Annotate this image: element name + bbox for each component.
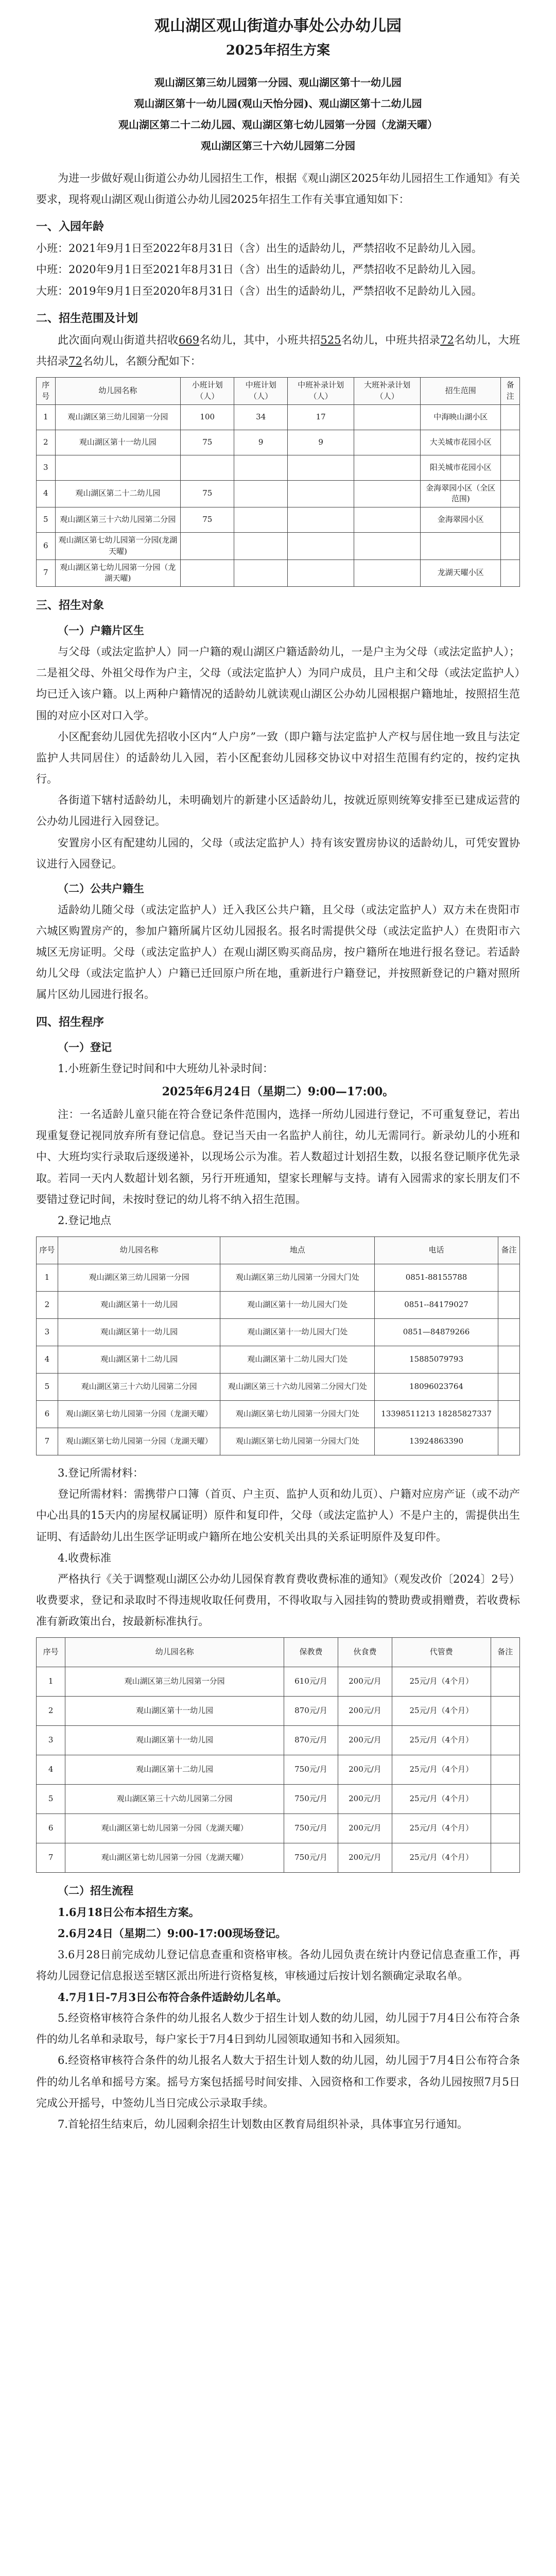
fee-table-row — [37, 1667, 520, 1697]
quota-table-cell — [234, 455, 288, 480]
fee-table-cell: 200元/月 — [338, 1843, 392, 1873]
quota-table-row — [37, 533, 520, 560]
quota-table-cell — [501, 560, 520, 587]
schools-intro-line: 观山湖区第十一幼儿园(观山天怡分园)、观山湖区第十二幼儿园 — [134, 97, 422, 110]
quota-table-cell — [288, 455, 354, 480]
quota-table-cell — [234, 560, 288, 587]
fee-table-row — [37, 1785, 520, 1814]
quota-table-cell — [354, 430, 421, 455]
quota-table-cell: 7 — [37, 560, 56, 587]
flow-step-3: 3.6月28日前完成幼儿登记信息查重和资格审核。各幼儿园负责在统计内登记信息查重工作，再将幼儿园登记信息报送至辖区派出所进行资格复核，审核通过后按计划名额确定录取名单。 — [36, 1948, 520, 1982]
fee-table-cell: 870元/月 — [284, 1697, 338, 1726]
location-table-cell: 0851--84179027 — [374, 1292, 498, 1319]
fee-table-cell: 610元/月 — [284, 1667, 338, 1697]
fee-table-cell — [491, 1667, 519, 1697]
public-paragraph: 适龄幼儿随父母（或法定监护人）迁入我区公共户籍，且父母（或法定监护人）双方未在贵阳市六城区购置房产的，参加户籍所属片区幼儿园报名。报名时需提供父母（或法定监护人）在贵阳市六城区无房证明。父母（或法定监护人）在观山湖区购买商品房，按户籍所在地进行报名登记。若适龄幼儿父母（或法定监护人）户籍已迁回原户所在地，重新进行户籍登记，并按照新登记的户籍对照所属片区幼儿园进行报名。 — [36, 903, 520, 1001]
fee-table-cell: 4 — [37, 1755, 65, 1785]
quota-table-cell: 阳关城市花园小区 — [421, 455, 501, 480]
plan-text: 名幼儿，大班共招录 — [36, 333, 520, 367]
quota-table-header-cell: 幼儿园名称 — [55, 378, 181, 405]
quota-table-cell: 4 — [37, 480, 56, 507]
local-paragraph-1: 与父母（或法定监护人）同一户籍的观山湖区户籍适龄幼儿，一是户主为父母（或法定监护人）；二是祖父母、外祖父母作为户主，父母（或法定监护人）为同户成员，且户主和父母（或法定监护人）均已迁入该户籍。以上两种户籍情况的适龄幼儿就读观山湖区公办幼儿园根据户籍地址，按照招生范围的对应小区对口入学。 — [36, 646, 520, 722]
quota-table-cell — [288, 507, 354, 533]
quota-table-cell — [181, 455, 234, 480]
fee-table-cell: 750元/月 — [284, 1814, 338, 1843]
location-table-cell — [498, 1401, 520, 1428]
fee-table-header-cell: 保教费 — [284, 1638, 338, 1667]
quota-table-cell — [354, 480, 421, 507]
fee-table-cell: 25元/月（4个月） — [392, 1843, 491, 1873]
location-table — [36, 1236, 520, 1455]
age-small: 小班：2021年9月1日至2022年8月31日（含）出生的适龄幼儿，严禁招收不足龄幼儿入园。 — [36, 242, 482, 255]
location-table-cell: 3 — [37, 1319, 58, 1346]
fee-paragraph: 严格执行《关于调整观山湖区公办幼儿园保育教育费收费标准的通知》（观发改价〔2024〕2号）收费要求，登记和录取时不得违规收取任何费用，不得收取与入园挂钩的赞助费或捐赠费，若收费标准有新政策出台，按最新标准执行。 — [36, 1572, 520, 1628]
location-table-cell: 观山湖区第十一幼儿园大门处 — [220, 1292, 374, 1319]
location-table-cell: 观山湖区第七幼儿园第一分园（龙湖天曜） — [58, 1428, 220, 1455]
fee-table — [36, 1637, 520, 1873]
quota-table-cell: 17 — [288, 404, 354, 430]
location-table-cell: 观山湖区第三十六幼儿园第二分园大门处 — [220, 1374, 374, 1401]
location-table-cell: 观山湖区第三幼儿园第一分园 — [58, 1264, 220, 1292]
quota-table-cell — [55, 455, 181, 480]
quota-table-cell — [354, 560, 421, 587]
local-paragraph-4: 安置房小区有配建幼儿园的，父母（或法定监护人）持有该安置房协议的适龄幼儿，可凭安置协议进行入园登记。 — [36, 836, 520, 870]
subsection-local-heading: （一）户籍片区生 — [58, 624, 144, 637]
location-table-cell: 观山湖区第七幼儿园第一分园大门处 — [220, 1428, 374, 1455]
plan-small-number: 525 — [320, 333, 341, 346]
fee-table-cell — [491, 1814, 519, 1843]
fee-table-row — [37, 1814, 520, 1843]
location-table-cell: 15885079793 — [374, 1346, 498, 1374]
register-step-3: 3.登记所需材料： — [58, 1467, 144, 1480]
subsection-register-heading: （一）登记 — [58, 1040, 112, 1054]
quota-table-cell: 9 — [234, 430, 288, 455]
location-table-cell — [498, 1374, 520, 1401]
location-table-row — [37, 1319, 520, 1346]
fee-table-cell: 观山湖区第十二幼儿园 — [65, 1755, 284, 1785]
fee-table-cell: 200元/月 — [338, 1785, 392, 1814]
section-plan-heading: 二、招生范围及计划 — [36, 311, 138, 325]
quota-table-header-cell: 中班计划（人） — [234, 378, 288, 405]
fee-table-cell: 750元/月 — [284, 1785, 338, 1814]
location-table-cell: 观山湖区第十二幼儿园 — [58, 1346, 220, 1374]
quota-table-cell: 2 — [37, 430, 56, 455]
fee-table-cell: 观山湖区第十一幼儿园 — [65, 1726, 284, 1755]
quota-table-cell — [354, 455, 421, 480]
plan-big-number: 72 — [68, 354, 82, 367]
fee-table-row — [37, 1726, 520, 1755]
location-table-cell: 7 — [37, 1428, 58, 1455]
fee-table-row — [37, 1697, 520, 1726]
quota-table-header-cell: 备注 — [501, 378, 520, 405]
flow-step-2: 2.6月24日（星期二）9:00-17:00现场登记。 — [58, 1927, 287, 1940]
quota-table-cell — [288, 533, 354, 560]
fee-table-cell: 观山湖区第三幼儿园第一分园 — [65, 1667, 284, 1697]
location-table-cell: 观山湖区第七幼儿园第一分园大门处 — [220, 1401, 374, 1428]
quota-table-cell — [501, 404, 520, 430]
location-table-header-cell: 电话 — [374, 1237, 498, 1264]
register-date: 2025年6月24日（星期二）9:00—17:00。 — [162, 1084, 394, 1098]
quota-table-cell: 75 — [181, 507, 234, 533]
quota-table-cell — [501, 455, 520, 480]
fee-table-cell: 750元/月 — [284, 1755, 338, 1785]
fee-table-cell: 6 — [37, 1814, 65, 1843]
fee-table-cell: 25元/月（4个月） — [392, 1667, 491, 1697]
fee-table-cell: 1 — [37, 1667, 65, 1697]
location-table-header-cell: 地点 — [220, 1237, 374, 1264]
fee-table-cell: 25元/月（4个月） — [392, 1785, 491, 1814]
location-table-cell — [498, 1264, 520, 1292]
location-table-cell: 观山湖区第三十六幼儿园第二分园 — [58, 1374, 220, 1401]
location-table-cell: 观山湖区第十一幼儿园 — [58, 1319, 220, 1346]
quota-table-cell: 9 — [288, 430, 354, 455]
subsection-flow-heading: （二）招生流程 — [58, 1884, 133, 1897]
location-table-header-cell: 幼儿园名称 — [58, 1237, 220, 1264]
location-table-cell: 5 — [37, 1374, 58, 1401]
fee-table-head — [37, 1638, 520, 1667]
quota-table-cell — [501, 430, 520, 455]
location-table-row — [37, 1292, 520, 1319]
quota-table-cell — [234, 480, 288, 507]
quota-table-cell: 金海翠园小区（全区范围) — [421, 480, 501, 507]
quota-table-cell: 75 — [181, 480, 234, 507]
quota-table-cell — [501, 533, 520, 560]
location-table-cell: 13398511213 18285827337 — [374, 1401, 498, 1428]
quota-table-cell: 100 — [181, 404, 234, 430]
fee-table-cell: 200元/月 — [338, 1667, 392, 1697]
fee-table-cell: 2 — [37, 1697, 65, 1726]
location-table-cell: 0851—84879266 — [374, 1319, 498, 1346]
location-table-header-cell: 序号 — [37, 1237, 58, 1264]
quota-table-cell: 金海翠园小区 — [421, 507, 501, 533]
plan-text: 此次面向观山街道共招收 — [58, 333, 179, 346]
quota-table-cell — [354, 533, 421, 560]
fee-table-cell: 25元/月（4个月） — [392, 1697, 491, 1726]
quota-table-row — [37, 507, 520, 533]
plan-text: 名幼儿，名额分配如下： — [82, 354, 201, 367]
local-paragraph-3: 各街道下辖村适龄幼儿，未明确划片的新建小区适龄幼儿，按就近原则统筹安排至已建成运营的公办幼儿园进行入园登记。 — [36, 794, 520, 828]
fee-table-cell: 观山湖区第七幼儿园第一分园（龙湖天曜） — [65, 1814, 284, 1843]
quota-table-row — [37, 560, 520, 587]
location-table-cell: 观山湖区第十一幼儿园大门处 — [220, 1319, 374, 1346]
quota-table-cell — [181, 533, 234, 560]
flow-step-6: 6.经资格审核符合条件的幼儿报名人数大于招生计划人数的幼儿园，幼儿园于7月4日公布符合条件的幼儿名单和摇号方案。摇号方案包括摇号时间安排、入园资格和工作要求，各幼儿园按照7月5日完成公开摇号，中签幼儿当日完成公示录取手续。 — [36, 2054, 520, 2109]
location-table-cell: 6 — [37, 1401, 58, 1428]
quota-table-header-cell: 招生范围 — [421, 378, 501, 405]
schools-intro — [36, 72, 520, 157]
fee-table-cell: 750元/月 — [284, 1843, 338, 1873]
location-table-header-cell: 备注 — [498, 1237, 520, 1264]
fee-table-cell: 200元/月 — [338, 1697, 392, 1726]
fee-table-cell: 25元/月（4个月） — [392, 1755, 491, 1785]
subsection-public-heading: （二）公共户籍生 — [58, 882, 144, 895]
section-target-heading: 三、招生对象 — [36, 599, 105, 613]
fee-table-cell: 观山湖区第三十六幼儿园第二分园 — [65, 1785, 284, 1814]
location-table-cell: 2 — [37, 1292, 58, 1319]
quota-table-cell — [501, 480, 520, 507]
location-table-cell: 4 — [37, 1346, 58, 1374]
location-table-cell — [498, 1428, 520, 1455]
fee-table-cell — [491, 1755, 519, 1785]
quota-table-header-cell: 序号 — [37, 378, 56, 405]
quota-table-cell: 5 — [37, 507, 56, 533]
quota-table-cell: 1 — [37, 404, 56, 430]
fee-table-row — [37, 1843, 520, 1873]
quota-table-header-cell: 大班补录计划（人） — [354, 378, 421, 405]
fee-table-header-cell: 代管费 — [392, 1638, 491, 1667]
location-table-row — [37, 1428, 520, 1455]
quota-table-cell — [421, 533, 501, 560]
quota-table-cell — [234, 533, 288, 560]
flow-step-4: 4.7月1日-7月3日公布符合条件适龄幼儿名单。 — [58, 1990, 288, 2004]
fee-table-cell: 870元/月 — [284, 1726, 338, 1755]
plan-text: 名幼儿，其中，小班共招 — [199, 333, 321, 346]
materials-paragraph: 登记所需材料：需携带户口簿（首页、户主页、监护人页和幼儿页）、户籍对应房产证（或不动产中心出具的15天内的房屋权属证明）原件和复印件，父母（或法定监护人）不是户主的，需提供出生证明、有适龄幼儿出生医学证明或户籍所在地公安机关出具的关系证明原件及复印件。 — [36, 1488, 520, 1543]
fee-table-cell: 200元/月 — [338, 1726, 392, 1755]
fee-table-cell: 5 — [37, 1785, 65, 1814]
fee-table-cell: 观山湖区第十一幼儿园 — [65, 1697, 284, 1726]
quota-table-header-cell: 中班补录计划（人） — [288, 378, 354, 405]
fee-table-cell: 7 — [37, 1843, 65, 1873]
plan-middle-number: 72 — [440, 333, 454, 346]
register-step-2: 2.登记地点 — [58, 1214, 112, 1227]
fee-table-cell — [491, 1726, 519, 1755]
quota-table-cell: 34 — [234, 404, 288, 430]
doc-title: 观山湖区观山街道办事处公办幼儿园 — [154, 17, 402, 35]
fee-table-header-cell: 备注 — [491, 1638, 519, 1667]
fee-table-cell — [491, 1843, 519, 1873]
location-table-cell: 13924863390 — [374, 1428, 498, 1455]
quota-table-cell: 观山湖区第七幼儿园第一分园(龙湖天曜) — [55, 533, 181, 560]
quota-table-cell — [501, 507, 520, 533]
fee-table-header-cell: 伙食费 — [338, 1638, 392, 1667]
quota-table-cell: 观山湖区第三十六幼儿园第二分园 — [55, 507, 181, 533]
register-step-4: 4.收费标准 — [58, 1551, 112, 1564]
quota-table-cell: 观山湖区第十一幼儿园 — [55, 430, 181, 455]
quota-table-row — [37, 404, 520, 430]
fee-table-cell — [491, 1785, 519, 1814]
plan-paragraph — [36, 330, 520, 372]
quota-table-cell: 龙湖天曜小区 — [421, 560, 501, 587]
fee-table-cell: 200元/月 — [338, 1755, 392, 1785]
quota-table-cell — [288, 480, 354, 507]
intro-paragraph: 为进一步做好观山街道公办幼儿园招生工作，根据《观山湖区2025年幼儿园招生工作通知》有关要求，现将观山湖区观山街道公办幼儿园2025年招生工作有关事宜通知如下： — [36, 172, 520, 206]
location-table-row — [37, 1374, 520, 1401]
schools-intro-line: 观山湖区第三幼儿园第一分园、观山湖区第十一幼儿园 — [154, 76, 402, 89]
schools-intro-line: 观山湖区第二十二幼儿园、观山湖区第七幼儿园第一分园（龙湖天曜） — [118, 118, 438, 131]
fee-table-cell: 3 — [37, 1726, 65, 1755]
quota-table-cell: 观山湖区第三幼儿园第一分园 — [55, 404, 181, 430]
register-step-1: 1.小班新生登记时间和中大班幼儿补录时间： — [58, 1062, 274, 1075]
fee-table-cell — [491, 1697, 519, 1726]
schools-intro-line: 观山湖区第三十六幼儿园第二分园 — [201, 140, 355, 152]
quota-table-cell — [181, 560, 234, 587]
quota-table — [36, 377, 520, 587]
fee-table-header-cell: 幼儿园名称 — [65, 1638, 284, 1667]
section-procedure-heading: 四、招生程序 — [36, 1015, 105, 1029]
quota-table-row — [37, 455, 520, 480]
quota-table-row — [37, 480, 520, 507]
quota-table-cell: 中海映山湖小区 — [421, 404, 501, 430]
quota-table-cell: 观山湖区第二十二幼儿园 — [55, 480, 181, 507]
age-mid: 中班：2020年9月1日至2021年8月31日（含）出生的适龄幼儿，严禁招收不足龄幼儿入园。 — [36, 263, 482, 276]
location-table-cell — [498, 1292, 520, 1319]
age-big: 大班：2019年9月1日至2020年8月31日（含）出生的适龄幼儿，严禁招收不足龄幼儿入园。 — [36, 284, 482, 297]
plan-total-number: 669 — [178, 333, 200, 346]
location-table-cell: 观山湖区第七幼儿园第一分园（龙湖天曜） — [58, 1401, 220, 1428]
plan-text: 名幼儿，中班共招录 — [341, 333, 441, 346]
quota-table-cell — [288, 560, 354, 587]
quota-table-cell — [234, 507, 288, 533]
quota-table-cell: 大关城市花园小区 — [421, 430, 501, 455]
location-table-cell — [498, 1319, 520, 1346]
location-table-cell: 18096023764 — [374, 1374, 498, 1401]
location-table-row — [37, 1401, 520, 1428]
quota-table-cell: 3 — [37, 455, 56, 480]
flow-step-7: 7.首轮招生结束后，幼儿园剩余招生计划数由区教育局组织补录，具体事宜另行通知。 — [58, 2117, 468, 2130]
quota-table-cell: 75 — [181, 430, 234, 455]
location-table-cell: 0851-88155788 — [374, 1264, 498, 1292]
location-table-cell — [498, 1346, 520, 1374]
register-note: 注：一名适龄儿童只能在符合登记条件范围内，选择一所幼儿园进行登记，不可重复登记，若出现重复登记视同放弃所有登记信息。登记当天由一名监护人前往，幼儿无需同行。新录幼儿的小班和中、大班均实行录取后逐级递补，以现场公示为准。若人数超过计划招生数，以报名登记顺序优先录取。若同一天内人数超计划名额，另行开班通知，望家长理解与支持。请有入园需求的家长朋友们不要错过登记时间，未按时登记的幼儿将不纳入招生范围。 — [36, 1108, 520, 1206]
quota-table-head — [37, 378, 520, 405]
flow-step-1: 1.6月18日公布本招生方案。 — [58, 1906, 200, 1919]
location-table-cell: 观山湖区第十二幼儿园大门处 — [220, 1346, 374, 1374]
fee-table-header-cell: 序号 — [37, 1638, 65, 1667]
doc-subtitle: 2025年招生方案 — [225, 43, 331, 58]
flow-step-5: 5.经资格审核符合条件的幼儿报名人数少于招生计划人数的幼儿园，幼儿园于7月4日公布符合条件的幼儿名单和录取号，每户家长于7月4日到幼儿园领取通知书和入园须知。 — [36, 2012, 520, 2046]
location-table-cell: 观山湖区第十一幼儿园 — [58, 1292, 220, 1319]
quota-table-header-cell: 小班计划（人） — [181, 378, 234, 405]
location-table-row — [37, 1346, 520, 1374]
quota-table-cell — [354, 507, 421, 533]
location-table-row — [37, 1264, 520, 1292]
location-table-cell: 1 — [37, 1264, 58, 1292]
quota-table-row — [37, 430, 520, 455]
section-age-heading: 一、入园年龄 — [36, 220, 105, 234]
location-table-head — [37, 1237, 520, 1264]
fee-table-cell: 25元/月（4个月） — [392, 1814, 491, 1843]
quota-table-cell: 6 — [37, 533, 56, 560]
quota-table-cell: 观山湖区第七幼儿园第一分园（龙湖天曜) — [55, 560, 181, 587]
fee-table-row — [37, 1755, 520, 1785]
local-paragraph-2: 小区配套幼儿园优先招收小区内“人户房”一致（即户籍与法定监护人产权与居住地一致且与法定监护人共同居住）的适龄幼儿入园，若小区配套幼儿园移交协议中对招生范围有约定的，按约定执行。 — [36, 730, 520, 786]
location-table-cell: 观山湖区第三幼儿园第一分园大门处 — [220, 1264, 374, 1292]
fee-table-cell: 25元/月（4个月） — [392, 1726, 491, 1755]
quota-table-cell — [354, 404, 421, 430]
fee-table-cell: 200元/月 — [338, 1814, 392, 1843]
fee-table-cell: 观山湖区第七幼儿园第一分园（龙湖天曜） — [65, 1843, 284, 1873]
